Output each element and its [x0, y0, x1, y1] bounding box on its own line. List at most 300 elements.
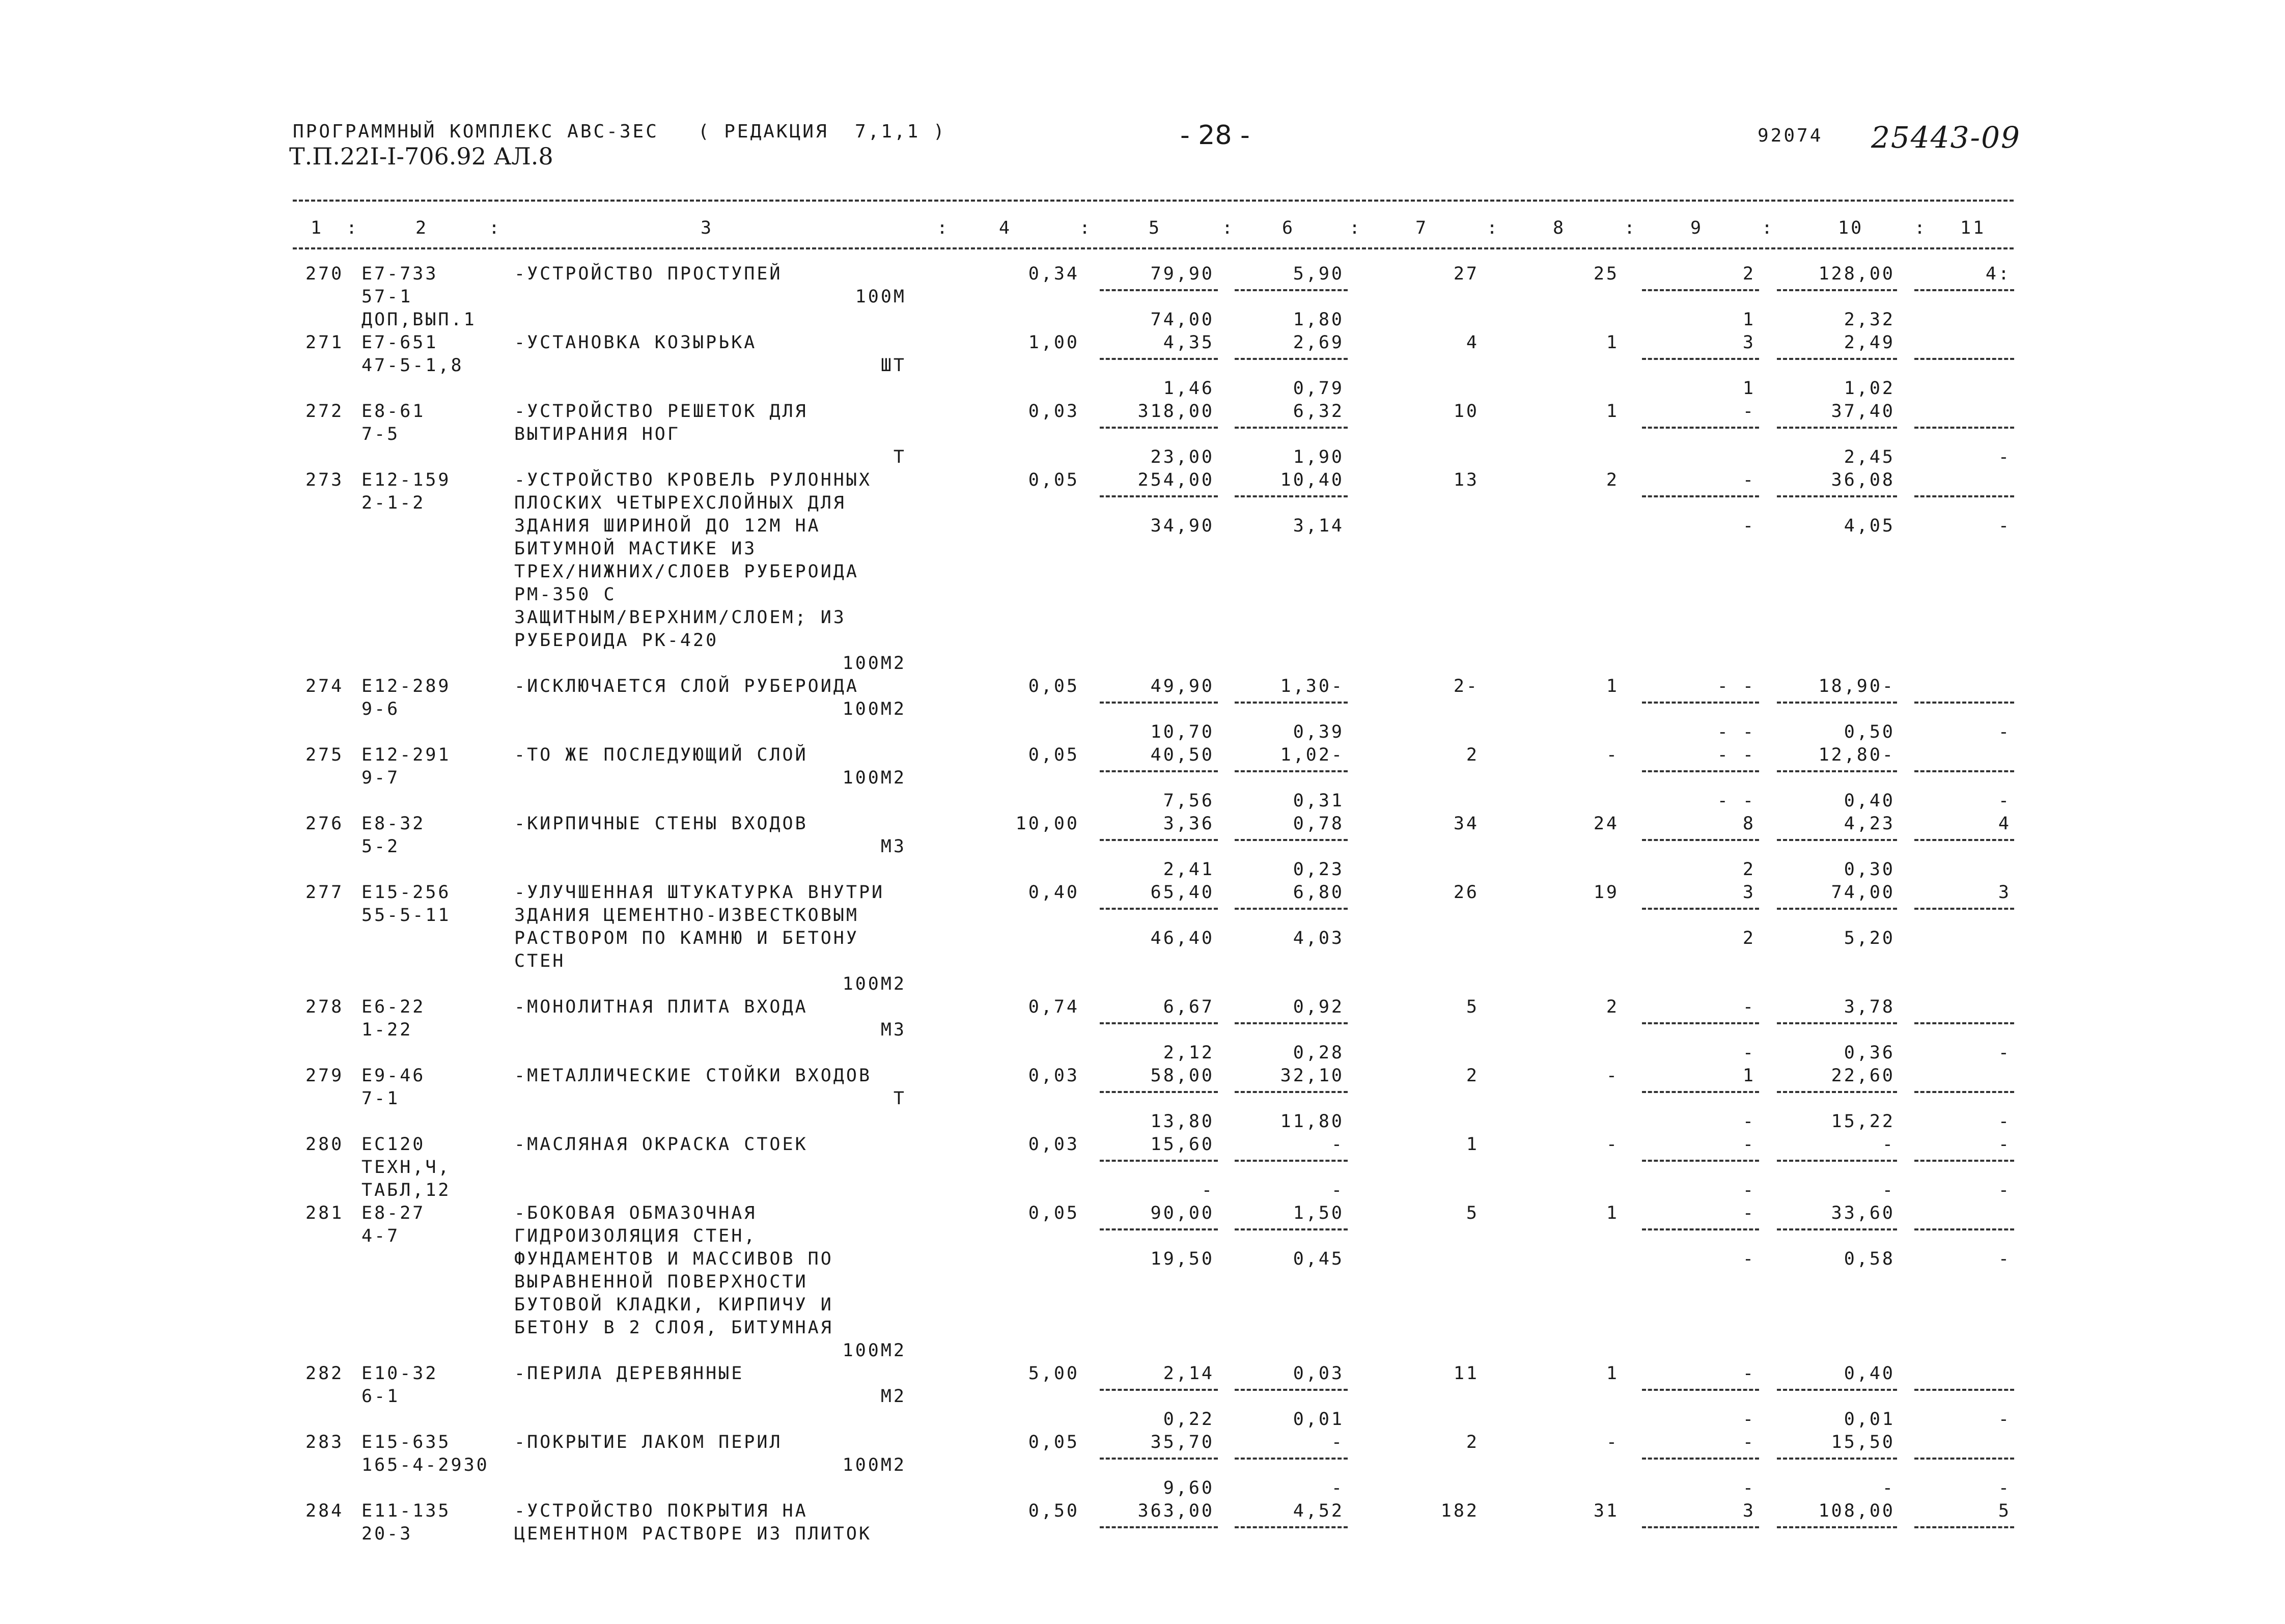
value-col-8: 2 — [1606, 997, 1619, 1017]
work-description: ГИДРОИЗОЛЯЦИЯ СТЕН, — [514, 1226, 757, 1246]
value-col-10: 37,40 — [1831, 401, 1895, 422]
value-col-7: 5 — [1466, 997, 1479, 1017]
cost-col-6: 0,78 — [1293, 814, 1344, 834]
handwritten-stamp: 25443-09 — [1871, 120, 2021, 155]
value-col-10: 0,40 — [1844, 1363, 1895, 1384]
work-description: -МОНОЛИТНАЯ ПЛИТА ВХОДА — [514, 997, 808, 1017]
subtotal-divider — [1914, 770, 2014, 772]
subtotal-divider — [1777, 770, 1897, 772]
subtotal-divider — [1914, 1160, 2014, 1162]
work-description: ПЛОСКИХ ЧЕТЫРЕХСЛОЙНЫХ ДЛЯ — [514, 493, 846, 513]
work-description: -УСТРОЙСТВО ПРОСТУПЕЙ — [514, 264, 783, 284]
cost-col-5: 49,90 — [1150, 676, 1214, 696]
value-col-9-sub: 2 — [1742, 928, 1755, 948]
subtotal-divider — [1235, 908, 1348, 910]
value-col-7: 26 — [1453, 882, 1479, 903]
cost-col-6-sub: 11,80 — [1280, 1111, 1344, 1132]
value-col-9-sub: 1 — [1742, 310, 1755, 330]
subtotal-divider — [1235, 358, 1348, 360]
value-col-10-sub: - — [1882, 1478, 1895, 1498]
norm-code: 6-1 — [361, 1386, 400, 1407]
quantity: 1,00 — [1028, 332, 1079, 353]
work-description: ВЫРАВНЕННОЙ ПОВЕРХНОСТИ — [514, 1272, 808, 1292]
cost-col-5: 40,50 — [1150, 745, 1214, 765]
value-col-9: - — [1742, 401, 1755, 422]
work-description: -БОКОВАЯ ОБМАЗОЧНАЯ — [514, 1203, 757, 1223]
value-col-8: 1 — [1606, 1203, 1619, 1223]
value-col-9: 2 — [1742, 264, 1755, 284]
subtotal-divider — [1642, 1526, 1759, 1528]
value-col-10: 108,00 — [1818, 1501, 1895, 1521]
subtotal-divider — [1777, 1091, 1897, 1093]
subtotal-divider — [1914, 1228, 2014, 1230]
value-col-9: - - — [1717, 676, 1755, 696]
norm-code: Е12-291 — [361, 745, 451, 765]
subtotal-divider — [1235, 1160, 1348, 1162]
subtotal-divider — [1642, 495, 1759, 497]
norm-code: Е7-733 — [361, 264, 438, 284]
work-description: -ПОКРЫТИЕ ЛАКОМ ПЕРИЛ — [514, 1432, 783, 1452]
column-header-7: 7 — [1415, 218, 1429, 238]
subtotal-divider — [1777, 1228, 1897, 1230]
work-description: -УСТРОЙСТВО КРОВЕЛЬ РУЛОННЫХ — [514, 470, 872, 490]
work-description: -ПЕРИЛА ДЕРЕВЯННЫЕ — [514, 1363, 744, 1384]
unit-of-measure: 100М2 — [842, 768, 906, 788]
value-col-9: 1 — [1742, 1066, 1755, 1086]
value-col-10-sub: 0,36 — [1844, 1043, 1895, 1063]
subtotal-divider — [1100, 702, 1218, 704]
row-number: 280 — [305, 1134, 344, 1155]
row-number: 284 — [305, 1501, 344, 1521]
quantity: 5,00 — [1028, 1363, 1079, 1384]
work-description: РУБЕРОИДА РК-420 — [514, 630, 719, 651]
subtotal-divider — [1100, 1458, 1218, 1460]
value-col-9: 3 — [1742, 1501, 1755, 1521]
value-col-9: - — [1742, 470, 1755, 490]
value-col-8: - — [1606, 1134, 1619, 1155]
work-description: ВЫТИРАНИЯ НОГ — [514, 424, 680, 444]
value-col-8: - — [1606, 1066, 1619, 1086]
norm-code: Е6-22 — [361, 997, 426, 1017]
column-header-9: 9 — [1690, 218, 1704, 238]
value-col-10: - — [1882, 1134, 1895, 1155]
subtotal-divider — [1914, 495, 2014, 497]
subtotal-divider — [1777, 702, 1897, 704]
subtotal-divider — [1642, 702, 1759, 704]
subtotal-divider — [1914, 1389, 2014, 1391]
cost-col-6: 1,30- — [1280, 676, 1344, 696]
cost-col-5: 90,00 — [1150, 1203, 1214, 1223]
subtotal-divider — [1100, 289, 1218, 291]
subtotal-divider — [1235, 1458, 1348, 1460]
column-header-3: 3 — [701, 218, 714, 238]
value-col-10-sub: 2,32 — [1844, 310, 1895, 330]
subtotal-divider — [1235, 1022, 1348, 1024]
column-separator: : — [1222, 218, 1235, 238]
column-header-5: 5 — [1149, 218, 1162, 238]
cost-col-5-sub: 9,60 — [1163, 1478, 1214, 1498]
work-description: ЗАЩИТНЫМ/ВЕРХНИМ/СЛОЕМ; ИЗ — [514, 607, 846, 628]
norm-code: Е12-289 — [361, 676, 451, 696]
column-separator: : — [937, 218, 950, 238]
table-top-rule — [293, 200, 2014, 202]
value-col-8: 1 — [1606, 401, 1619, 422]
subtotal-divider — [1777, 427, 1897, 429]
value-col-11-sub: - — [1998, 791, 2011, 811]
subtotal-divider — [1914, 1022, 2014, 1024]
norm-code: Е11-135 — [361, 1501, 451, 1521]
value-col-8: 24 — [1593, 814, 1619, 834]
cost-col-6: 5,90 — [1293, 264, 1344, 284]
cost-col-6-sub: 1,80 — [1293, 310, 1344, 330]
norm-code: ТАБЛ,12 — [361, 1180, 451, 1200]
norm-code: 7-1 — [361, 1088, 400, 1109]
value-col-9: - - — [1717, 745, 1755, 765]
cost-col-6: 0,92 — [1293, 997, 1344, 1017]
subtotal-divider — [1914, 839, 2014, 841]
cost-col-6: 1,02- — [1280, 745, 1344, 765]
subtotal-divider — [1642, 1160, 1759, 1162]
row-number: 272 — [305, 401, 344, 422]
work-description: ФУНДАМЕНТОВ И МАССИВОВ ПО — [514, 1249, 833, 1269]
cost-col-6: 6,32 — [1293, 401, 1344, 422]
cost-col-5: 58,00 — [1150, 1066, 1214, 1086]
row-number: 282 — [305, 1363, 344, 1384]
work-description: -ТО ЖЕ ПОСЛЕДУЮЩИЙ СЛОЙ — [514, 745, 808, 765]
value-col-10: 12,80- — [1818, 745, 1895, 765]
subtotal-divider — [1777, 358, 1897, 360]
value-col-10-sub: 15,22 — [1831, 1111, 1895, 1132]
column-header-2: 2 — [415, 218, 429, 238]
value-col-11-sub: - — [1998, 1043, 2011, 1063]
value-col-8: 1 — [1606, 332, 1619, 353]
quantity: 0,40 — [1028, 882, 1079, 903]
unit-of-measure: 100М — [855, 287, 906, 307]
value-col-9-sub: - — [1742, 1111, 1755, 1132]
value-col-11-sub: - — [1998, 722, 2011, 742]
subtotal-divider — [1642, 358, 1759, 360]
value-col-9-sub: 1 — [1742, 378, 1755, 399]
value-col-10-sub: - — [1882, 1180, 1895, 1200]
value-col-8: 2 — [1606, 470, 1619, 490]
program-header: ПРОГРАММНЫЙ КОМПЛЕКС АВС-3ЕС ( РЕДАКЦИЯ 7,1,1 ) — [293, 121, 946, 142]
norm-code: Е8-27 — [361, 1203, 426, 1223]
norm-code: 55-5-11 — [361, 905, 451, 926]
value-col-10: 18,90- — [1818, 676, 1895, 696]
subtotal-divider — [1914, 702, 2014, 704]
subtotal-divider — [1235, 495, 1348, 497]
subtotal-divider — [1914, 289, 2014, 291]
value-col-10: 22,60 — [1831, 1066, 1895, 1086]
unit-of-measure: М2 — [880, 1386, 906, 1407]
cost-col-5-sub: 1,46 — [1163, 378, 1214, 399]
column-separator: : — [1079, 218, 1093, 238]
unit-of-measure: Т — [893, 1088, 906, 1109]
cost-col-5: 35,70 — [1150, 1432, 1214, 1452]
cost-col-6: - — [1331, 1134, 1344, 1155]
cost-col-6-sub: 0,01 — [1293, 1409, 1344, 1430]
cost-col-5: 4,35 — [1163, 332, 1214, 353]
unit-of-measure: 100М2 — [842, 653, 906, 674]
subtotal-divider — [1235, 1526, 1348, 1528]
column-separator: : — [1487, 218, 1500, 238]
norm-code: 5-2 — [361, 836, 400, 857]
value-col-10-sub: 0,01 — [1844, 1409, 1895, 1430]
value-col-9-sub: - — [1742, 1478, 1755, 1498]
subtotal-divider — [1642, 1458, 1759, 1460]
cost-col-6-sub: 0,28 — [1293, 1043, 1344, 1063]
column-header-4: 4 — [999, 218, 1012, 238]
cost-col-5: 3,36 — [1163, 814, 1214, 834]
subtotal-divider — [1642, 1022, 1759, 1024]
value-col-7: 10 — [1453, 401, 1479, 422]
subtotal-divider — [1642, 770, 1759, 772]
cost-col-6-sub: 0,31 — [1293, 791, 1344, 811]
value-col-10: 2,49 — [1844, 332, 1895, 353]
norm-code: 9-7 — [361, 768, 400, 788]
subtotal-divider — [1235, 702, 1348, 704]
row-number: 283 — [305, 1432, 344, 1452]
cost-col-6: 10,40 — [1280, 470, 1344, 490]
subtotal-divider — [1100, 1022, 1218, 1024]
cost-col-6-sub: 3,14 — [1293, 516, 1344, 536]
quantity: 0,34 — [1028, 264, 1079, 284]
value-col-7: 34 — [1453, 814, 1479, 834]
unit-of-measure: Т — [893, 447, 906, 467]
work-description: БИТУМНОЙ МАСТИКЕ ИЗ — [514, 539, 757, 559]
unit-of-measure: 100М2 — [842, 1455, 906, 1475]
cost-col-5-sub: 10,70 — [1150, 722, 1214, 742]
subtotal-divider — [1777, 839, 1897, 841]
work-description: ЗДАНИЯ ШИРИНОЙ ДО 12М НА — [514, 516, 821, 536]
norm-code: 9-6 — [361, 699, 400, 719]
cost-col-5: 65,40 — [1150, 882, 1214, 903]
column-separator: : — [1624, 218, 1637, 238]
quantity: 0,05 — [1028, 470, 1079, 490]
cost-col-5-sub: 0,22 — [1163, 1409, 1214, 1430]
value-col-9-sub: - - — [1717, 722, 1755, 742]
value-col-8: - — [1606, 1432, 1619, 1452]
value-col-11: - — [1998, 1134, 2011, 1155]
norm-code: ЕС120 — [361, 1134, 426, 1155]
cost-col-5-sub: 23,00 — [1150, 447, 1214, 467]
value-col-8: - — [1606, 745, 1619, 765]
value-col-9: - — [1742, 1363, 1755, 1384]
value-col-10-sub: 0,58 — [1844, 1249, 1895, 1269]
norm-code: ТЕХН,Ч, — [361, 1157, 451, 1178]
work-description: -УЛУЧШЕННАЯ ШТУКАТУРКА ВНУТРИ — [514, 882, 885, 903]
value-col-11: 3 — [1998, 882, 2011, 903]
work-description: -УСТАНОВКА КОЗЫРЬКА — [514, 332, 757, 353]
row-number: 270 — [305, 264, 344, 284]
value-col-8: 1 — [1606, 676, 1619, 696]
cost-col-6: 0,03 — [1293, 1363, 1344, 1384]
column-header-10: 10 — [1838, 218, 1864, 238]
value-col-10: 3,78 — [1844, 997, 1895, 1017]
value-col-10: 15,50 — [1831, 1432, 1895, 1452]
cost-col-5-sub: 34,90 — [1150, 516, 1214, 536]
cost-col-5: 79,90 — [1150, 264, 1214, 284]
subtotal-divider — [1100, 1228, 1218, 1230]
subtotal-divider — [1777, 1160, 1897, 1162]
value-col-10-sub: 1,02 — [1844, 378, 1895, 399]
norm-code: 7-5 — [361, 424, 400, 444]
column-header-1: 1 — [311, 218, 324, 238]
cost-col-6: - — [1331, 1432, 1344, 1452]
subtotal-divider — [1914, 1091, 2014, 1093]
subtotal-divider — [1235, 427, 1348, 429]
cost-col-5-sub: 46,40 — [1150, 928, 1214, 948]
subtotal-divider — [1235, 1389, 1348, 1391]
norm-code: ДОП,ВЫП.1 — [361, 310, 477, 330]
cost-col-6: 2,69 — [1293, 332, 1344, 353]
work-description: -МАСЛЯНАЯ ОКРАСКА СТОЕК — [514, 1134, 808, 1155]
value-col-8: 25 — [1593, 264, 1619, 284]
table-header-rule — [293, 247, 2014, 249]
value-col-11-sub: - — [1998, 1180, 2011, 1200]
value-col-10: 36,08 — [1831, 470, 1895, 490]
value-col-9: - — [1742, 1203, 1755, 1223]
subtotal-divider — [1235, 1091, 1348, 1093]
cost-col-5: 2,14 — [1163, 1363, 1214, 1384]
subtotal-divider — [1235, 1228, 1348, 1230]
cost-col-6: 1,50 — [1293, 1203, 1344, 1223]
row-number: 279 — [305, 1066, 344, 1086]
work-description: ЦЕМЕНТНОМ РАСТВОРЕ ИЗ ПЛИТОК — [514, 1524, 872, 1544]
value-col-8: 31 — [1593, 1501, 1619, 1521]
quantity: 0,03 — [1028, 401, 1079, 422]
quantity: 0,50 — [1028, 1501, 1079, 1521]
subtotal-divider — [1100, 1389, 1218, 1391]
subtotal-divider — [1100, 1526, 1218, 1528]
subtotal-divider — [1914, 1458, 2014, 1460]
work-description: ЗДАНИЯ ЦЕМЕНТНО-ИЗВЕСТКОВЫМ — [514, 905, 859, 926]
cost-col-5-sub: - — [1201, 1180, 1214, 1200]
subtotal-divider — [1100, 770, 1218, 772]
value-col-11-sub: - — [1998, 1478, 2011, 1498]
cost-col-5: 318,00 — [1137, 401, 1214, 422]
value-col-7: 2 — [1466, 1432, 1479, 1452]
value-col-10-sub: 2,45 — [1844, 447, 1895, 467]
subtotal-divider — [1100, 908, 1218, 910]
row-number: 276 — [305, 814, 344, 834]
column-separator: : — [1349, 218, 1362, 238]
subtotal-divider — [1100, 427, 1218, 429]
value-col-10: 33,60 — [1831, 1203, 1895, 1223]
value-col-10: 4,23 — [1844, 814, 1895, 834]
subtotal-divider — [1642, 1091, 1759, 1093]
subtotal-divider — [1914, 427, 2014, 429]
row-number: 275 — [305, 745, 344, 765]
value-col-11: 5 — [1998, 1501, 2011, 1521]
value-col-11-sub: - — [1998, 516, 2011, 536]
quantity: 10,00 — [1015, 814, 1079, 834]
subtotal-divider — [1100, 1160, 1218, 1162]
value-col-8: 1 — [1606, 1363, 1619, 1384]
value-col-10-sub: 0,40 — [1844, 791, 1895, 811]
column-header-11: 11 — [1960, 218, 1986, 238]
subtotal-divider — [1642, 289, 1759, 291]
work-description: -УСТРОЙСТВО ПОКРЫТИЯ НА — [514, 1501, 808, 1521]
cost-col-6: 4,52 — [1293, 1501, 1344, 1521]
value-col-11-sub: - — [1998, 447, 2011, 467]
unit-of-measure: М3 — [880, 836, 906, 857]
unit-of-measure: ШТ — [880, 355, 906, 376]
work-description: БУТОВОЙ КЛАДКИ, КИРПИЧУ И — [514, 1295, 833, 1315]
quantity: 0,03 — [1028, 1066, 1079, 1086]
quantity: 0,05 — [1028, 745, 1079, 765]
value-col-9-sub: - — [1742, 516, 1755, 536]
value-col-7: 1 — [1466, 1134, 1479, 1155]
value-col-9-sub: - — [1742, 1180, 1755, 1200]
work-description: РАСТВОРОМ ПО КАМНЮ И БЕТОНУ — [514, 928, 859, 948]
norm-code: Е15-635 — [361, 1432, 451, 1452]
value-col-7: 11 — [1453, 1363, 1479, 1384]
column-separator: : — [346, 218, 359, 238]
value-col-7: 5 — [1466, 1203, 1479, 1223]
quantity: 0,05 — [1028, 1432, 1079, 1452]
work-description: -МЕТАЛЛИЧЕСКИЕ СТОЙКИ ВХОДОВ — [514, 1066, 872, 1086]
subtotal-divider — [1642, 1228, 1759, 1230]
row-number: 277 — [305, 882, 344, 903]
subtotal-divider — [1100, 495, 1218, 497]
cost-col-6-sub: - — [1331, 1478, 1344, 1498]
work-description: РМ-350 С — [514, 584, 617, 605]
work-description: БЕТОНУ В 2 СЛОЯ, БИТУМНАЯ — [514, 1318, 833, 1338]
subtotal-divider — [1777, 1022, 1897, 1024]
subtotal-divider — [1100, 1091, 1218, 1093]
value-col-7: 182 — [1440, 1501, 1479, 1521]
cost-col-6-sub: 0,23 — [1293, 859, 1344, 880]
cost-col-5: 254,00 — [1137, 470, 1214, 490]
cost-col-5-sub: 19,50 — [1150, 1249, 1214, 1269]
quantity: 0,74 — [1028, 997, 1079, 1017]
norm-code: Е7-651 — [361, 332, 438, 353]
value-col-9-sub: - — [1742, 1249, 1755, 1269]
unit-of-measure: М3 — [880, 1020, 906, 1040]
cost-col-5-sub: 74,00 — [1150, 310, 1214, 330]
cost-col-5-sub: 2,41 — [1163, 859, 1214, 880]
quantity: 0,03 — [1028, 1134, 1079, 1155]
subtotal-divider — [1235, 770, 1348, 772]
subtotal-divider — [1777, 1526, 1897, 1528]
norm-code: Е10-32 — [361, 1363, 438, 1384]
value-col-10-sub: 0,50 — [1844, 722, 1895, 742]
cost-col-5: 363,00 — [1137, 1501, 1214, 1521]
value-col-7: 2- — [1453, 676, 1479, 696]
value-col-10: 128,00 — [1818, 264, 1895, 284]
row-number: 274 — [305, 676, 344, 696]
subtotal-divider — [1235, 289, 1348, 291]
work-description: -ИСКЛЮЧАЕТСЯ СЛОЙ РУБЕРОИДА — [514, 676, 859, 696]
cost-col-6-sub: 0,79 — [1293, 378, 1344, 399]
cost-col-6-sub: - — [1331, 1180, 1344, 1200]
subtotal-divider — [1777, 289, 1897, 291]
norm-code: Е8-61 — [361, 401, 426, 422]
subtotal-divider — [1642, 427, 1759, 429]
norm-code: 1-22 — [361, 1020, 413, 1040]
column-separator: : — [489, 218, 502, 238]
cost-col-6-sub: 1,90 — [1293, 447, 1344, 467]
value-col-9: 8 — [1742, 814, 1755, 834]
subtotal-divider — [1914, 1526, 2014, 1528]
value-col-7: 13 — [1453, 470, 1479, 490]
value-col-9-sub: - - — [1717, 791, 1755, 811]
row-number: 271 — [305, 332, 344, 353]
norm-code: 20-3 — [361, 1524, 413, 1544]
project-code: Т.П.22I-I-706.92 АЛ.8 — [289, 143, 553, 170]
subtotal-divider — [1914, 358, 2014, 360]
